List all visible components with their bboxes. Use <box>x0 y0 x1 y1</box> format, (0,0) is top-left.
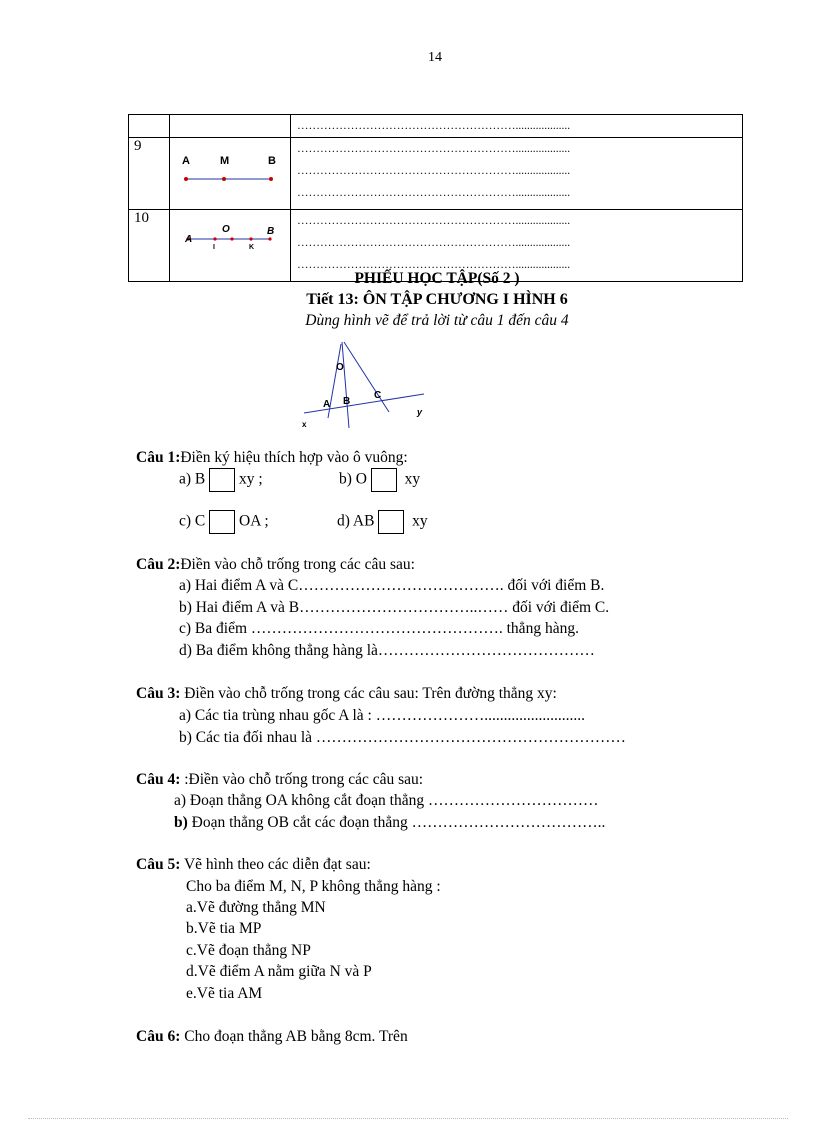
instruction-line: d.Vẽ điểm A nằm giữa N và P <box>186 963 372 980</box>
lesson-title: Tiết 13: ÔN TẬP CHƯƠNG I HÌNH 6 <box>306 291 568 308</box>
item-prefix: a) B <box>179 470 206 488</box>
question-label: Câu 5: <box>136 856 181 873</box>
answer-item <box>179 468 263 492</box>
question-label: Câu 3: <box>136 685 181 702</box>
fill-item <box>174 792 598 810</box>
instruction-line: Cho ba điểm M, N, P không thẳng hàng : <box>186 878 441 895</box>
question-text: Điền ký hiệu thích hợp vào ô vuông: <box>180 449 408 466</box>
item-prefix: d) AB <box>337 512 375 530</box>
label-a: A <box>182 155 190 167</box>
item-suffix: xy <box>412 512 428 530</box>
label-o: O <box>222 224 230 235</box>
dotted-line: …………………………………………………................... <box>297 237 571 249</box>
label-b: B <box>267 226 275 237</box>
dotted-line: …………………………………………………................... <box>297 215 571 227</box>
question-5 <box>136 856 371 874</box>
instruction: Dùng hình vẽ để trả lời từ câu 1 đến câu 4 <box>305 312 569 329</box>
question-2 <box>136 556 415 574</box>
instruction-line: a.Vẽ đường thẳng MN <box>186 899 326 916</box>
answer-box[interactable] <box>209 510 235 534</box>
answer-box[interactable] <box>378 510 404 534</box>
label-y: y <box>417 407 423 417</box>
label-k: K <box>249 244 255 251</box>
question-1 <box>136 449 408 467</box>
item-text: Đoạn thẳng OB cắt các đoạn thẳng ……………………………….. <box>187 814 606 831</box>
row-answer <box>291 115 743 138</box>
question-label: Câu 1: <box>136 449 181 466</box>
question-text: Vẽ hình theo các diễn đạt sau: <box>180 856 371 873</box>
question-label: Câu 6: <box>136 1028 181 1045</box>
label-b: B <box>343 396 351 407</box>
answer-box[interactable] <box>209 468 235 492</box>
row-number: 10 <box>129 210 170 282</box>
worksheet-title: PHIẾU HỌC TẬP(Số 2 ) <box>354 270 520 287</box>
fill-item: b) Hai điểm A và B……………………………..…… đối với điểm C. <box>179 599 610 616</box>
table-row <box>129 115 743 138</box>
question-6 <box>136 1028 408 1046</box>
item-suffix: xy <box>404 470 421 488</box>
item-prefix: b) O <box>339 470 367 488</box>
row-number <box>129 115 170 138</box>
fill-item <box>174 814 605 832</box>
item-letter: b) <box>174 814 188 831</box>
dotted-line: …………………………………………………................... <box>297 165 571 177</box>
label-c: C <box>374 390 382 401</box>
label-o: O <box>336 362 344 373</box>
item-letter: a) <box>174 792 187 809</box>
row-figure <box>170 138 291 210</box>
answer-item <box>339 468 420 492</box>
fill-item: d) Ba điểm không thẳng hàng là…………………………………… <box>179 642 595 659</box>
question-text: :Điền vào chỗ trống trong các câu sau: <box>180 771 424 788</box>
item-suffix: OA ; <box>239 512 269 530</box>
question-text: Điền vào chỗ trống trong các câu sau: <box>180 556 415 573</box>
dotted-line: …………………………………………………................... <box>297 259 571 271</box>
row-number: 9 <box>129 138 170 210</box>
row-figure <box>170 115 291 138</box>
dotted-line: …………………………………………………................... <box>297 143 571 155</box>
question-label: Câu 4: <box>136 771 181 788</box>
fill-item: c) Ba điểm …………………………………………. thẳng hàng. <box>179 620 579 637</box>
fill-item: a) Hai điểm A và C…………………………………. đối với điểm B. <box>179 577 605 594</box>
question-label: Câu 2: <box>136 556 181 573</box>
item-text: Đoạn thẳng OA không cắt đoạn thẳng …………………………… <box>186 792 599 809</box>
question-4 <box>136 771 423 789</box>
dotted-line: …………………………………………………................... <box>297 187 571 199</box>
label-m: M <box>220 155 230 167</box>
dotted-line: …………………………………………………................... <box>297 120 571 132</box>
item-prefix: c) C <box>179 512 206 530</box>
label-i: I <box>213 244 215 251</box>
fill-item: a) Các tia trùng nhau gốc A là : ………………….......................... <box>179 707 585 724</box>
instruction-line: e.Vẽ tia AM <box>186 985 263 1002</box>
answer-table <box>128 114 743 282</box>
page-bottom-rule <box>28 1118 788 1119</box>
label-b: B <box>268 155 276 167</box>
label-a: A <box>185 234 193 245</box>
question-3 <box>136 685 557 703</box>
instruction-line: c.Vẽ đoạn thẳng NP <box>186 942 311 959</box>
answer-item <box>179 510 269 534</box>
answer-box[interactable] <box>371 468 397 492</box>
label-a: A <box>323 399 331 410</box>
table-row <box>129 138 743 210</box>
segment-aiokb-figure <box>170 210 290 276</box>
segment-amb-figure <box>170 138 290 204</box>
fill-item: b) Các tia đối nhau là …………………………………………………… <box>179 729 626 746</box>
page-number: 14 <box>428 50 442 65</box>
item-suffix: xy ; <box>239 470 263 488</box>
answer-item <box>337 510 428 534</box>
question-text: Điền vào chỗ trống trong các câu sau: Trên đường thẳng xy: <box>180 685 557 702</box>
row-answer <box>291 138 743 210</box>
label-x: x <box>302 420 307 429</box>
lines-figure <box>296 340 436 435</box>
question-text: Cho đoạn thẳng AB bằng 8cm. Trên <box>180 1028 408 1045</box>
instruction-line: b.Vẽ tia MP <box>186 920 262 937</box>
